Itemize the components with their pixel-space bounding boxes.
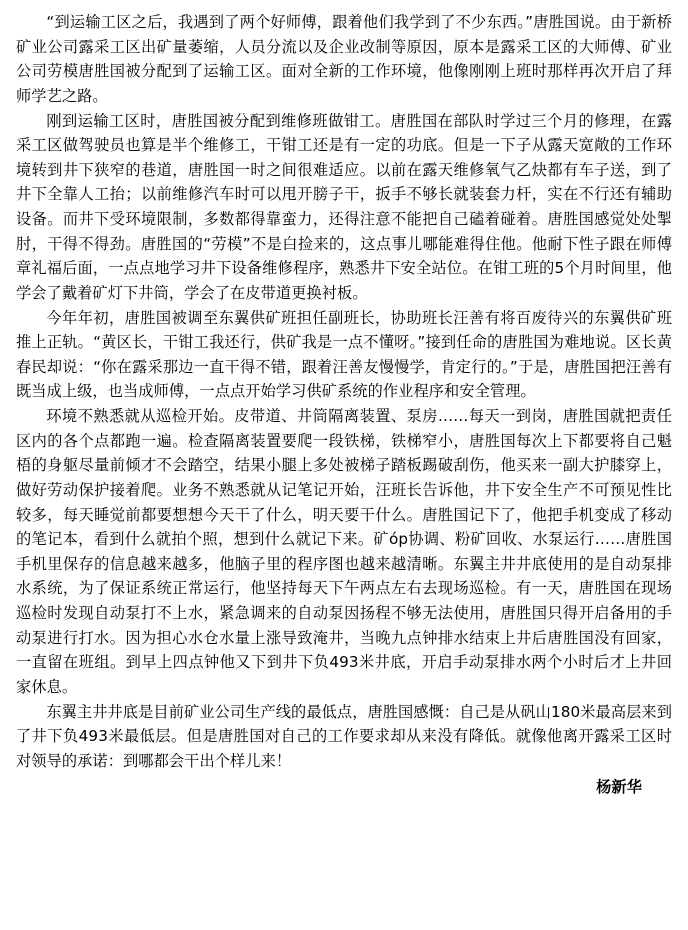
paragraph: “到运输工区之后，我遇到了两个好师傅，跟着他们我学到了不少东西。”唐胜国说。由于新桥矿业公司露采工区出矿量萎缩，人员分流以及企业改制等原因，原本是露采工区的大师傅、矿业公司劳模唐胜国被分配到了运输工区。面对全新的工作环境，他像刚刚上班时那样再次开启了拜师学艺之路。 (16, 13, 672, 105)
paragraph: 环境不熟悉就从巡检开始。皮带道、井筒隔离装置、泵房……每天一到岗，唐胜国就把责任区内的各个点都跑一遍。检查隔离装置要爬一段铁梯，铁梯窄小，唐胜国每次上下都要将自己魁梧的身躯尽量前倾才不会踏空，结果小腿上多处被梯子踏板踢破刮伤，他买来一副大护膝穿上，做好劳动保护接着爬。业务不熟悉就从记笔记开始，汪班长告诉他，井下安全生产不可预见性比较多，每天睡觉前都要想想今天干了什么，明天要干什么。唐胜国记下了，他把手机变成了移动的笔记本，看到什么就拍个照，想到什么就记下来。矿óp协调、粉矿回收、水泵运行……唐胜国手机里保存的信息越来越多，他脑子里的程序图也越来越清晰。东翼主井井底使用的是自动泵排水系统，为了保证系统正常运行，他坚持每天下午两点左右去现场巡检。有一天，唐胜国在现场巡检时发现自动泵打不上水，紧急调来的自动泵因扬程不够无法使用，唐胜国只得开启备用的手动泵进行打水。因为担心水仓水量上涨导致淹井，当晚九点钟排水结束上井后唐胜国没有回家，一直留在班组。到早上四点钟他又下到井下负493米井底，开启手动泵排水两个小时后才上井回家休息。 (16, 407, 672, 696)
paragraph: 东翼主井井底是目前矿业公司生产线的最低点，唐胜国感慨：自己是从矾山180米最高层来到了井下负493米最低层。但是唐胜国对自己的工作要求却从来没有降低。就像他离开露采工区时对领导的承诺：到哪都会干出个样儿来！ (16, 702, 672, 770)
author-byline: 杨新华 (596, 778, 642, 797)
article-body (16, 10, 672, 800)
paragraph: 今年年初，唐胜国被调至东翼供矿班担任副班长，协助班长汪善有将百废待兴的东翼供矿班推上正轨。“黄区长，干钳工我还行，供矿我是一点不懂呀。”接到任命的唐胜国为难地说。区长黄春民却说：“你在露采那边一直干得不错，跟着汪善友慢慢学，肯定行的。”于是，唐胜国把汪善有既当成上级，也当成师傅，一点点开始学习供矿系统的作业程序和安全管理。 (16, 308, 672, 401)
paragraph: 刚到运输工区时，唐胜国被分配到维修班做钳工。唐胜国在部队时学过三个月的修理，在露采工区做驾驶员也算是半个维修工，干钳工还是有一定的功底。但是一下子从露天宽敞的工作环境转到井下狭窄的巷道，唐胜国一时之间很难适应。以前在露天维修氧气乙炔都有车子送，到了井下全靠人工抬；以前维修汽车时可以甩开膀子干，扳手不够长就装套力杆，实在不行还有辅助设备。而井下受环境限制，多数都得靠蛮力，还得注意不能把自己磕着碰着。唐胜国感觉处处掣肘，干得不得劲。唐胜国的“劳模”不是白捡来的，这点事儿哪能难得住他。他耐下性子跟在师傅章礼福后面，一点点地学习井下设备维修程序，熟悉井下安全站位。在钳工班的5个月时间里，他学会了戴着矿灯下井筒，学会了在皮带道更换衬板。 (16, 111, 672, 302)
